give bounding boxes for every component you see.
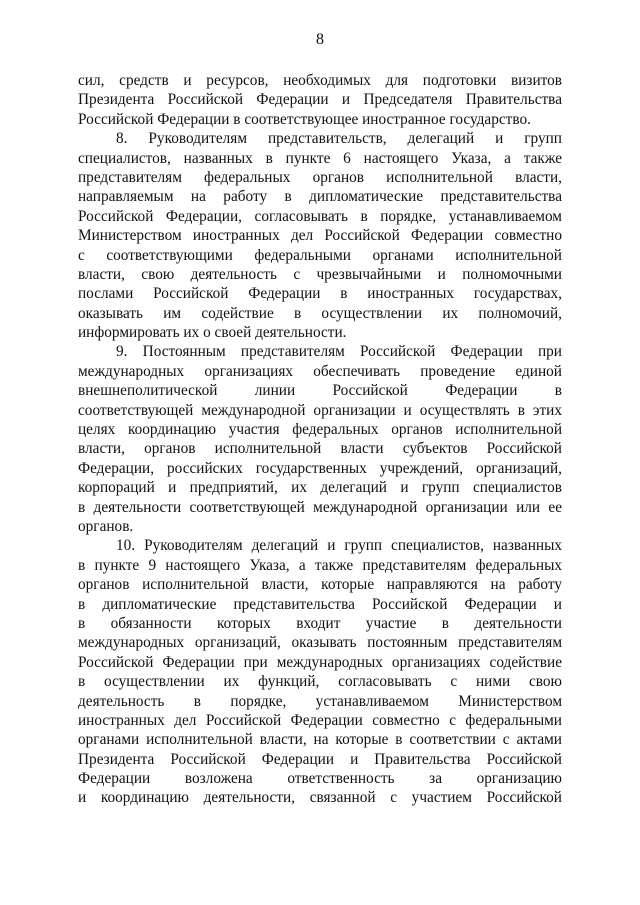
paragraph-8 — [78, 129, 562, 342]
document-body — [78, 71, 562, 808]
text-line: оказывать им содействие в осуществлении их полномочий, — [78, 304, 562, 322]
text-line: Федерации возложена ответственность за организацию — [78, 770, 562, 788]
text-line: Президента Российской Федерации и Правительства Российской — [78, 750, 562, 768]
text-line: Российской Федерации в соответствующее иностранное государство. — [78, 110, 531, 128]
text-line: иностранных дел Российской Федерации совместно с федеральными — [78, 711, 562, 729]
text-line: Российской Федерации при международных организациях содействие — [78, 653, 562, 671]
text-line: в пункте 9 настоящего Указа, а также представителям федеральных — [78, 556, 562, 574]
text-line: корпораций и предприятий, их делегаций и групп специалистов — [78, 479, 562, 497]
text-line: органами исполнительной власти, на которые в соответствии с актами — [78, 731, 562, 749]
paragraph-9 — [78, 342, 562, 536]
text-line: внешнеполитической линии Российской Федерации в — [78, 382, 562, 400]
text-line: Федерации, российских государственных учреждений, организаций, — [78, 459, 562, 477]
text-line: международных организациях обеспечивать проведение единой — [78, 362, 562, 380]
text-line: в дипломатические представительства Российской Федерации и — [78, 595, 562, 613]
text-line: деятельность в порядке, устанавливаемом Министерством — [78, 692, 562, 710]
text-line: 9. Постоянным представителям Российской Федерации при — [116, 343, 562, 361]
text-line: международных организаций, оказывать постоянным представителям — [78, 634, 562, 652]
text-line: специалистов, названных в пункте 6 настоящего Указа, а также — [78, 149, 562, 167]
text-line: 10. Руководителям делегаций и групп специалистов, названных — [116, 537, 562, 555]
text-line: Министерством иностранных дел Российской Федерации совместно — [78, 227, 562, 245]
page-number: 8 — [316, 31, 324, 48]
text-line: сил, средств и ресурсов, необходимых для подготовки визитов — [78, 72, 562, 89]
text-line: 8. Руководителям представительств, делегаций и групп — [116, 130, 562, 148]
text-line: в осуществлении их функций, согласовывать с ними свою — [78, 673, 562, 691]
text-line: власти, свою деятельность с чрезвычайными и полномочными — [78, 265, 562, 283]
text-line: в деятельности соответствующей международной организации или ее — [78, 498, 562, 516]
text-line: Президента Российской Федерации и Председателя Правительства — [78, 91, 562, 109]
text-line: представителям федеральных органов исполнительной власти, — [78, 168, 562, 186]
text-line: с соответствующими федеральными органами исполнительной — [78, 246, 562, 264]
text-line: послами Российской Федерации в иностранных государствах, — [78, 285, 562, 303]
text-line: органов. — [78, 517, 134, 535]
text-line: соответствующей международной организации и осуществлять в этих — [78, 401, 562, 419]
text-line: власти, органов исполнительной власти субъектов Российской — [78, 440, 562, 458]
text-line: информировать их о своей деятельности. — [78, 324, 347, 342]
text-line: и координацию деятельности, связанной с участием Российской — [78, 789, 562, 807]
text-line: органов исполнительной власти, которые направляются на работу — [78, 576, 562, 594]
paragraph-10 — [78, 536, 562, 807]
text-line: направляемым на работу в дипломатические представительства — [78, 188, 562, 206]
paragraph-continuation — [78, 71, 562, 129]
text-line: в обязанности которых входит участие в деятельности — [78, 614, 562, 632]
text-line: целях координацию участия федеральных органов исполнительной — [78, 421, 562, 439]
text-line: Российской Федерации, согласовывать в порядке, устанавливаемом — [78, 207, 562, 225]
